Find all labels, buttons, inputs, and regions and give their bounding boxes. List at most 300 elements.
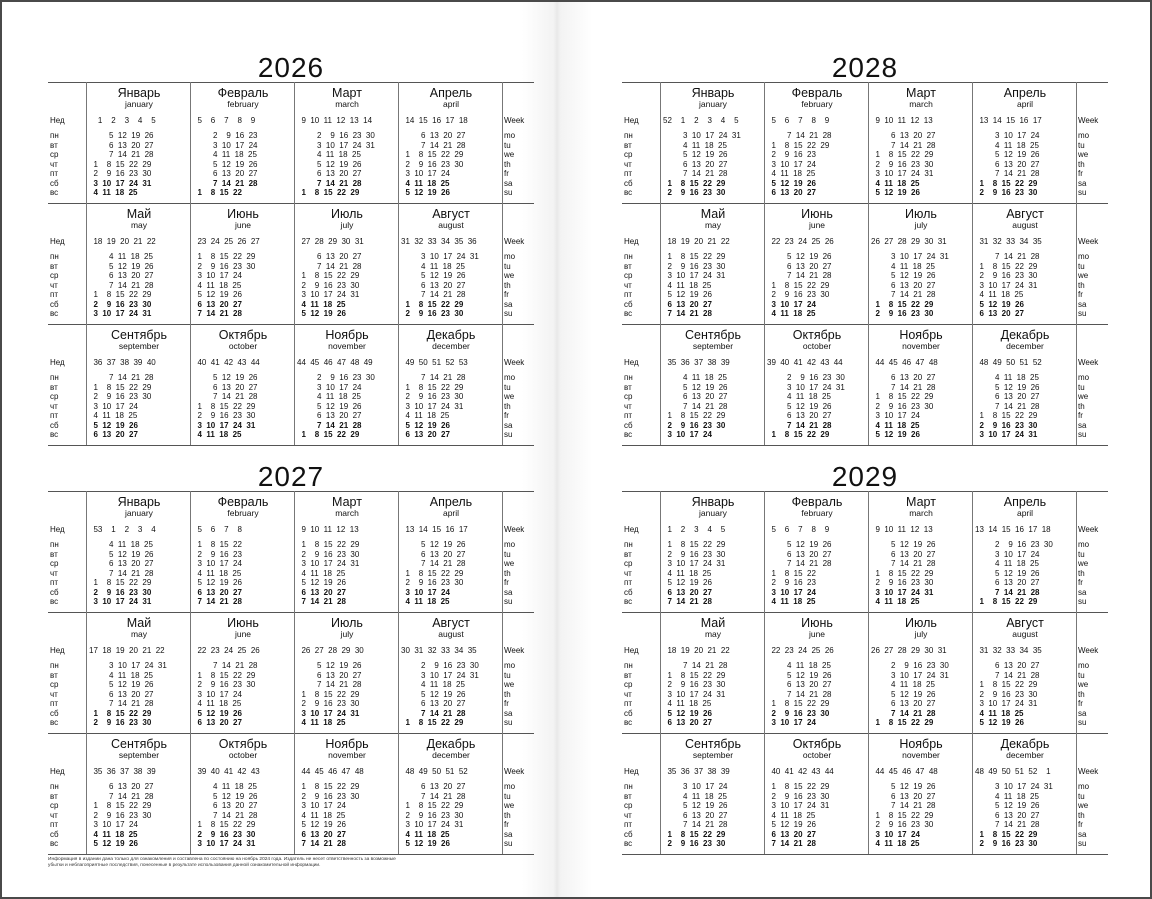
weekday-en: mo <box>504 131 516 140</box>
week-row: 4 11 18 25 <box>89 411 138 420</box>
month-name-en: september <box>118 750 160 760</box>
week-row: 4 11 18 25 <box>193 782 257 791</box>
week-row: 7 14 21 28 <box>297 680 362 689</box>
week-label-en: Week <box>504 646 525 655</box>
weekday-ru: сб <box>50 587 59 597</box>
weekday-ru: сб <box>624 587 633 597</box>
week-row: 1 8 15 22 29 <box>297 689 360 699</box>
month-name-en: october <box>802 341 832 351</box>
week-row: 5 12 19 26 <box>297 159 362 169</box>
weekday-ru: вт <box>50 261 58 271</box>
week-row: 7 14 21 28 <box>975 820 1040 829</box>
weekday-en: th <box>1078 689 1085 699</box>
week-numbers: 17 18 19 20 21 22 <box>89 646 165 655</box>
week-row: 3 10 17 24 <box>89 820 138 829</box>
weekday-ru: пт <box>50 820 58 829</box>
week-row: 3 10 17 24 31 <box>401 820 464 829</box>
weekend-row: 7 14 21 28 <box>193 178 258 188</box>
weekday-ru: чт <box>50 159 58 169</box>
week-row: 4 11 18 25 <box>663 568 712 578</box>
week-row: 4 11 18 25 <box>663 373 727 382</box>
month-february <box>764 491 869 612</box>
month-name: Июнь <box>227 207 259 221</box>
week-numbers: 44 45 46 47 48 <box>871 358 938 367</box>
weekday-ru: вс <box>50 309 59 318</box>
weekend-row: 4 11 18 25 <box>89 188 138 197</box>
day-grid <box>193 131 293 198</box>
weekday-ru: сб <box>624 299 633 309</box>
week-row: 7 14 21 28 <box>401 791 466 801</box>
week-row: 2 9 16 23 30 <box>975 689 1038 699</box>
week-label-en: Week <box>504 237 525 246</box>
weekend-row: 6 13 20 27 <box>767 188 816 197</box>
month-name: Март <box>332 495 362 509</box>
weekday-en: su <box>1078 430 1087 439</box>
month-june <box>764 203 869 324</box>
week-label-en: Week <box>504 767 525 776</box>
week-row: 7 14 21 28 <box>663 401 728 411</box>
day-grid <box>767 782 867 849</box>
week-row: 7 14 21 28 <box>871 559 936 568</box>
week-row: 7 14 21 28 <box>89 150 154 159</box>
week-row: 7 14 21 28 <box>767 131 832 140</box>
day-grid <box>297 540 397 607</box>
week-row: 6 13 20 27 <box>975 578 1040 587</box>
month-name-en: december <box>1006 750 1044 760</box>
weekday-ru: сб <box>624 708 633 718</box>
month-name: Август <box>432 616 470 630</box>
week-row: 1 8 15 22 29 <box>297 782 360 791</box>
week-row: 4 11 18 25 <box>767 810 816 820</box>
week-numbers: 30 31 32 33 34 35 <box>401 646 477 655</box>
week-row: 7 14 21 28 <box>401 290 466 299</box>
month-name: Май <box>700 207 726 221</box>
weekday-ru: чт <box>624 401 632 411</box>
weekday-en: sa <box>504 708 513 718</box>
day-grid <box>975 373 1075 440</box>
week-row: 2 9 16 23 30 <box>89 810 152 820</box>
weekday-en: fr <box>1078 169 1083 178</box>
year-block-2028 <box>622 46 1108 446</box>
weekday-en: tu <box>504 261 511 271</box>
weekday-en: th <box>504 568 511 578</box>
week-row: 1 8 15 22 29 <box>401 568 464 578</box>
month-august <box>398 203 503 324</box>
week-numbers: 39 40 41 42 43 44 <box>767 358 843 367</box>
month-november <box>294 733 399 854</box>
weekday-labels-ru <box>624 540 633 607</box>
weekend-row: 2 9 16 23 30 <box>975 420 1038 430</box>
month-name-en: february <box>227 99 259 109</box>
week-row: 6 13 20 27 <box>401 782 466 791</box>
week-row: 6 13 20 27 <box>767 261 832 271</box>
week-row: 5 12 19 26 <box>89 131 154 140</box>
week-row: 6 13 20 27 <box>871 373 936 382</box>
weekday-en: sa <box>504 299 513 309</box>
week-row: 3 10 17 24 <box>193 271 242 280</box>
weekday-en: mo <box>1078 131 1090 140</box>
weekend-row: 3 10 17 24 31 <box>89 178 152 188</box>
week-row: 6 13 20 27 <box>89 559 154 568</box>
week-row: 4 11 18 25 <box>193 568 242 578</box>
week-numbers: 40 41 42 43 44 <box>767 767 834 776</box>
week-row: 4 11 18 25 <box>767 661 831 670</box>
weekday-ru: чт <box>624 280 632 290</box>
month-name-en: april <box>1016 99 1034 109</box>
month-name-en: november <box>328 750 366 760</box>
month-name: Октябрь <box>218 328 268 342</box>
week-row: 6 13 20 27 <box>193 382 258 392</box>
week-row: 5 12 19 26 <box>975 801 1040 810</box>
month-name-en: december <box>432 750 470 760</box>
weekday-en: su <box>1078 597 1087 606</box>
month-name: Февраль <box>217 495 269 509</box>
week-row: 5 12 19 26 <box>663 150 728 159</box>
weekday-ru: ср <box>624 150 633 159</box>
month-march <box>294 491 399 612</box>
month-april <box>972 82 1077 203</box>
week-row: 4 11 18 25 <box>297 810 346 820</box>
week-row: 5 12 19 26 <box>767 401 832 411</box>
weekend-row: 1 8 15 22 29 <box>871 299 934 309</box>
weekend-row: 5 12 19 26 <box>871 188 920 197</box>
weekday-ru: пн <box>50 131 59 140</box>
week-numbers: 31 32 33 34 35 <box>975 646 1042 655</box>
week-row: 3 10 17 24 31 <box>767 382 845 392</box>
week-row: 4 11 18 25 <box>89 670 153 680</box>
month-name-en: november <box>902 750 940 760</box>
day-grid <box>975 252 1075 319</box>
week-numbers: 18 19 20 21 22 <box>89 237 156 246</box>
day-grid <box>871 373 971 440</box>
week-row: 7 14 21 28 <box>975 252 1040 261</box>
year-bottom-divider <box>48 445 534 446</box>
week-row: 3 10 17 24 31 <box>871 670 949 680</box>
week-row: 6 13 20 27 <box>663 810 728 820</box>
week-number-label: Нед <box>624 646 639 655</box>
week-column-divider <box>502 82 503 203</box>
day-grid <box>663 540 763 607</box>
weekday-ru: сб <box>50 829 59 839</box>
weekend-row: 4 11 18 25 <box>401 178 450 188</box>
weekday-en: we <box>504 680 515 689</box>
week-numbers: 36 37 38 39 40 <box>89 358 156 367</box>
weekday-ru: вт <box>624 140 632 150</box>
week-row: 4 11 18 25 <box>193 150 257 159</box>
week-number-label: Нед <box>50 358 65 367</box>
quarter-row <box>622 491 1108 612</box>
weekday-en: we <box>1078 559 1089 568</box>
week-row: 2 9 16 23 30 <box>401 578 464 587</box>
week-column-divider <box>502 324 503 445</box>
month-name: Ноябрь <box>325 737 369 751</box>
week-row: 4 11 18 25 <box>297 150 361 159</box>
weekday-ru: ср <box>624 271 633 280</box>
week-row: 1 8 15 22 29 <box>767 280 830 290</box>
week-row: 4 11 18 25 <box>193 699 242 708</box>
month-name-en: june <box>808 220 826 230</box>
day-grid <box>975 131 1075 198</box>
weekday-ru: вс <box>624 188 633 197</box>
week-row: 4 11 18 25 <box>297 568 346 578</box>
week-numbers: 48 49 50 51 52 1 <box>975 767 1051 776</box>
weekend-row: 6 13 20 27 <box>663 299 712 309</box>
week-numbers: 53 1 2 3 4 <box>89 525 156 534</box>
weekday-ru: чт <box>624 689 632 699</box>
day-grid <box>89 131 189 198</box>
month-name-en: november <box>328 341 366 351</box>
weekend-row: 6 13 20 27 <box>193 718 242 727</box>
weekday-ru: пт <box>624 699 632 708</box>
week-row: 1 8 15 22 29 <box>89 578 152 587</box>
weekday-ru: чт <box>624 810 632 820</box>
week-row: 6 13 20 27 <box>193 801 258 810</box>
week-row: 2 9 16 23 30 <box>297 280 360 290</box>
weekday-en: fr <box>504 411 509 420</box>
quarter-row <box>48 612 534 733</box>
month-name-en: may <box>704 220 722 230</box>
weekend-row: 5 12 19 26 <box>975 718 1024 727</box>
weekday-en: fr <box>504 820 509 829</box>
week-number-label: Нед <box>624 116 639 125</box>
weekend-row: 3 10 17 24 <box>663 430 712 439</box>
month-april <box>398 82 503 203</box>
day-grid <box>401 540 501 607</box>
weekday-en: mo <box>504 373 516 382</box>
weekday-labels-en <box>1078 252 1106 319</box>
week-row: 5 12 19 26 <box>767 540 832 549</box>
weekend-row: 1 8 15 22 29 <box>767 430 830 439</box>
week-numbers: 9 10 11 12 13 <box>871 525 933 534</box>
weekday-en: sa <box>1078 299 1087 309</box>
weekend-row: 7 14 21 28 <box>193 597 242 606</box>
weekday-labels-en <box>504 782 532 849</box>
week-row: 2 9 16 23 30 <box>871 661 949 670</box>
week-row: 5 12 19 26 <box>975 568 1040 578</box>
weekday-en: su <box>504 188 513 197</box>
weekend-row: 4 11 18 25 <box>975 708 1024 718</box>
month-name: Июль <box>331 616 363 630</box>
month-name: Ноябрь <box>325 328 369 342</box>
week-row: 7 14 21 28 <box>89 791 154 801</box>
weekday-labels-en <box>504 373 532 440</box>
week-row: 6 13 20 27 <box>89 271 154 280</box>
week-row: 5 12 19 26 <box>193 373 258 382</box>
month-march <box>868 491 973 612</box>
week-row: 2 9 16 23 30 <box>871 820 934 829</box>
week-numbers: 23 24 25 26 27 <box>193 237 260 246</box>
month-name: Сентябрь <box>111 328 167 342</box>
weekend-row: 3 10 17 24 31 <box>975 430 1038 439</box>
week-row: 5 12 19 26 <box>401 689 466 699</box>
month-september <box>660 324 765 445</box>
weekday-en: fr <box>504 290 509 299</box>
day-grid <box>89 782 189 849</box>
week-row: 2 9 16 23 30 <box>871 578 934 587</box>
weekday-en: sa <box>1078 708 1087 718</box>
month-july <box>294 203 399 324</box>
week-row: 1 8 15 22 29 <box>193 401 256 411</box>
weekday-ru: сб <box>50 708 59 718</box>
week-numbers: 40 41 42 43 44 <box>193 358 260 367</box>
weekday-ru: вт <box>624 791 632 801</box>
week-row: 6 13 20 27 <box>89 782 154 791</box>
week-row: 6 13 20 27 <box>871 280 936 290</box>
weekday-en: su <box>1078 188 1087 197</box>
week-label-en: Week <box>1078 646 1099 655</box>
weekend-row: 2 9 16 23 30 <box>89 718 152 727</box>
weekday-ru: сб <box>50 420 59 430</box>
week-numbers: 26 27 28 29 30 31 <box>871 646 947 655</box>
week-row: 7 14 21 28 <box>193 661 258 670</box>
weekday-labels-ru <box>624 373 633 440</box>
week-row: 5 12 19 26 <box>297 401 362 411</box>
week-numbers: 18 19 20 21 22 <box>663 237 730 246</box>
week-row: 3 10 17 24 31 <box>663 271 726 280</box>
week-number-label: Нед <box>50 116 65 125</box>
month-december <box>972 733 1077 854</box>
week-row: 4 11 18 25 <box>975 373 1039 382</box>
weekend-row: 1 8 15 22 29 <box>975 597 1038 606</box>
week-row: 6 13 20 27 <box>767 411 832 420</box>
weekday-labels-ru <box>50 252 59 319</box>
weekday-en: th <box>1078 159 1085 169</box>
week-row: 5 12 19 26 <box>663 578 712 587</box>
month-december <box>398 733 503 854</box>
week-row: 2 9 16 23 30 <box>297 131 375 140</box>
month-name-en: august <box>438 629 464 639</box>
week-row: 2 9 16 23 30 <box>663 549 726 559</box>
week-row: 4 11 18 25 <box>871 680 935 689</box>
weekday-en: fr <box>1078 820 1083 829</box>
week-row: 4 11 18 25 <box>193 280 242 290</box>
weekend-row: 1 8 15 22 29 <box>663 178 726 188</box>
week-row: 2 9 16 23 30 <box>297 699 360 708</box>
week-row: 1 8 15 22 29 <box>975 411 1038 420</box>
week-column-divider <box>502 491 503 612</box>
weekday-labels-ru <box>624 782 633 849</box>
weekend-row: 2 9 16 23 30 <box>89 587 152 597</box>
weekday-ru: вт <box>50 670 58 680</box>
weekday-en: fr <box>1078 290 1083 299</box>
week-row: 7 14 21 28 <box>767 271 832 280</box>
weekend-row: 6 13 20 27 <box>663 587 712 597</box>
week-numbers: 35 36 37 38 39 <box>663 767 730 776</box>
weekday-en: mo <box>1078 373 1090 382</box>
weekend-row: 7 14 21 28 <box>767 420 832 430</box>
month-march <box>868 82 973 203</box>
day-grid <box>297 373 397 440</box>
month-september <box>660 733 765 854</box>
weekend-row: 4 11 18 25 <box>297 718 346 727</box>
month-name: Апрель <box>1003 86 1047 100</box>
weekend-row: 6 13 20 27 <box>975 309 1024 318</box>
weekday-labels-ru <box>50 373 59 440</box>
week-numbers: 35 36 37 38 39 <box>663 358 730 367</box>
month-name-en: march <box>335 99 359 109</box>
week-row: 3 10 17 24 <box>871 411 920 420</box>
month-name-en: april <box>442 99 460 109</box>
week-row: 1 8 15 22 29 <box>767 782 830 791</box>
weekend-row: 1 8 15 22 29 <box>89 708 152 718</box>
week-row: 4 11 18 25 <box>975 791 1039 801</box>
month-name: Февраль <box>217 86 269 100</box>
week-row: 5 12 19 26 <box>767 252 832 261</box>
week-row: 6 13 20 27 <box>401 699 466 708</box>
weekday-en: sa <box>504 420 513 430</box>
day-grid <box>401 252 501 319</box>
weekday-en: th <box>504 689 511 699</box>
week-row: 1 8 15 22 29 <box>767 699 830 708</box>
month-name-en: december <box>432 341 470 351</box>
week-row: 2 9 16 23 30 <box>401 810 464 820</box>
weekend-row: 1 8 15 22 <box>193 188 242 197</box>
month-name-en: january <box>125 99 153 109</box>
weekday-en: fr <box>504 699 509 708</box>
day-grid <box>663 373 763 440</box>
week-row: 4 11 18 25 <box>297 392 361 401</box>
weekend-row: 7 14 21 28 <box>297 597 346 606</box>
weekday-labels-en <box>504 540 532 607</box>
week-row: 7 14 21 28 <box>871 140 936 150</box>
day-grid <box>767 252 867 319</box>
month-november <box>868 733 973 854</box>
weekday-ru: вт <box>50 791 58 801</box>
week-row: 6 13 20 27 <box>401 549 466 559</box>
weekday-ru: ср <box>624 559 633 568</box>
day-grid <box>401 373 501 440</box>
weekday-en: fr <box>1078 578 1083 587</box>
week-row: 5 12 19 26 <box>871 271 936 280</box>
quarter-row <box>622 733 1108 854</box>
weekend-row: 6 13 20 27 <box>767 829 816 839</box>
weekday-ru: вс <box>50 597 59 606</box>
month-name: Октябрь <box>792 328 842 342</box>
week-numbers: 44 45 46 47 48 <box>871 767 938 776</box>
weekend-row: 3 10 17 24 <box>767 587 816 597</box>
weekday-labels-en <box>1078 661 1106 728</box>
month-march <box>294 82 399 203</box>
weekday-en: su <box>504 597 513 606</box>
day-grid <box>297 252 397 319</box>
week-row: 4 11 18 25 <box>871 261 935 271</box>
weekday-labels-en <box>504 252 532 319</box>
weekday-ru: вт <box>50 549 58 559</box>
quarter-row <box>48 491 534 612</box>
week-row: 3 10 17 24 31 <box>89 661 167 670</box>
month-name-en: december <box>1006 341 1044 351</box>
week-row: 4 11 18 25 <box>663 280 712 290</box>
weekend-row: 7 14 21 28 <box>871 708 936 718</box>
weekday-ru: вт <box>624 549 632 559</box>
week-numbers: 48 49 50 51 52 <box>401 767 468 776</box>
week-numbers: 31 32 33 34 35 36 <box>401 237 477 246</box>
month-name: Декабрь <box>1000 737 1050 751</box>
week-row: 7 14 21 28 <box>193 392 258 401</box>
week-row: 5 12 19 26 <box>401 540 466 549</box>
month-name-en: august <box>1012 629 1038 639</box>
day-grid <box>193 782 293 849</box>
weekday-labels-en <box>504 131 532 198</box>
week-row: 3 10 17 24 31 <box>975 782 1053 791</box>
weekday-en: th <box>1078 810 1085 820</box>
week-row: 3 10 17 24 <box>297 801 346 810</box>
week-numbers: 48 49 50 51 52 <box>975 358 1042 367</box>
weekend-row: 2 9 16 23 30 <box>401 309 464 318</box>
month-name: Декабрь <box>426 737 476 751</box>
week-row: 2 9 16 23 30 <box>401 661 479 670</box>
weekday-ru: чт <box>50 689 58 699</box>
